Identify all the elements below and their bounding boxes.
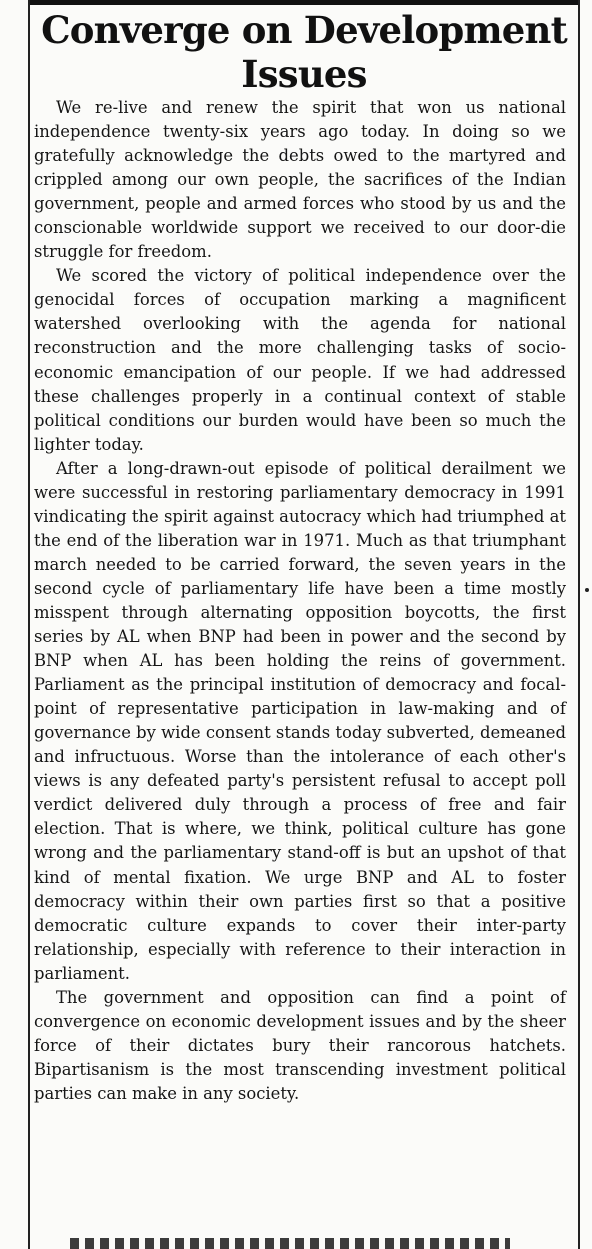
paragraph-4: The government and opposition can find a point of convergence on economic development issues and by the sheer force of their dictates bury their rancorous hatchets. Bipartisanism is the most transcending investment political parties can make in any society.	[34, 987, 566, 1103]
paragraph-2: We scored the victory of political independence over the genocidal forces of occupation marking a magnificent watershed overlooking with the agenda for national reconstruction and the more challenging tasks of socio-economic emancipation of our people. If we had addressed these challenges properly in a continual context of stable political conditions our burden would have been so much the lighter today.	[34, 266, 566, 454]
headline: Converge on Development Issues	[41, 8, 567, 96]
right-border-rule	[578, 0, 580, 1249]
paragraph-3: After a long-drawn-out episode of political derailment we were successful in restoring parliamentary democracy in 1991 vindicating the spirit against autocracy which had triumphed at the end of the liberation war in 1971. Much as that triumphant march needed to be carried forward, the seven years in the second cycle of parliamentary life have been a time mostly misspent through alternating opposition boycotts, the first series by AL when BNP had been in power and the second by BNP when AL has been holding the reins of government. Parliament as the principal institution of democracy and focal-point of representative participation in law-making and of governance by wide consent stands today subverted, demeaned and infructuous. Worse than the intolerance of each other's views is any defeated party's persistent refusal to accept poll verdict delivered duly through a process of free and fair election. That is where, we think, political culture has gone wrong and the parliamentary stand-off is but an upshot of that kind of mental fixation. We urge BNP and AL to foster democracy within their own parties first so that a positive democratic culture expands to cover their inter-party relationship, especially with reference to their interaction in parliament.	[34, 458, 566, 983]
left-border-rule	[28, 0, 30, 1249]
print-speck	[585, 588, 589, 592]
article-body	[34, 96, 566, 1106]
cropped-next-headline	[70, 1238, 510, 1249]
top-border-rule	[28, 0, 580, 5]
paragraph-1: We re-live and renew the spirit that won us national independence twenty-six years ago today. In doing so we gratefully acknowledge the debts owed to the martyred and crippled among our own people, the sacrifices of the Indian government, people and armed forces who stood by us and the conscionable worldwide support we received to our door-die struggle for freedom.	[34, 98, 566, 262]
